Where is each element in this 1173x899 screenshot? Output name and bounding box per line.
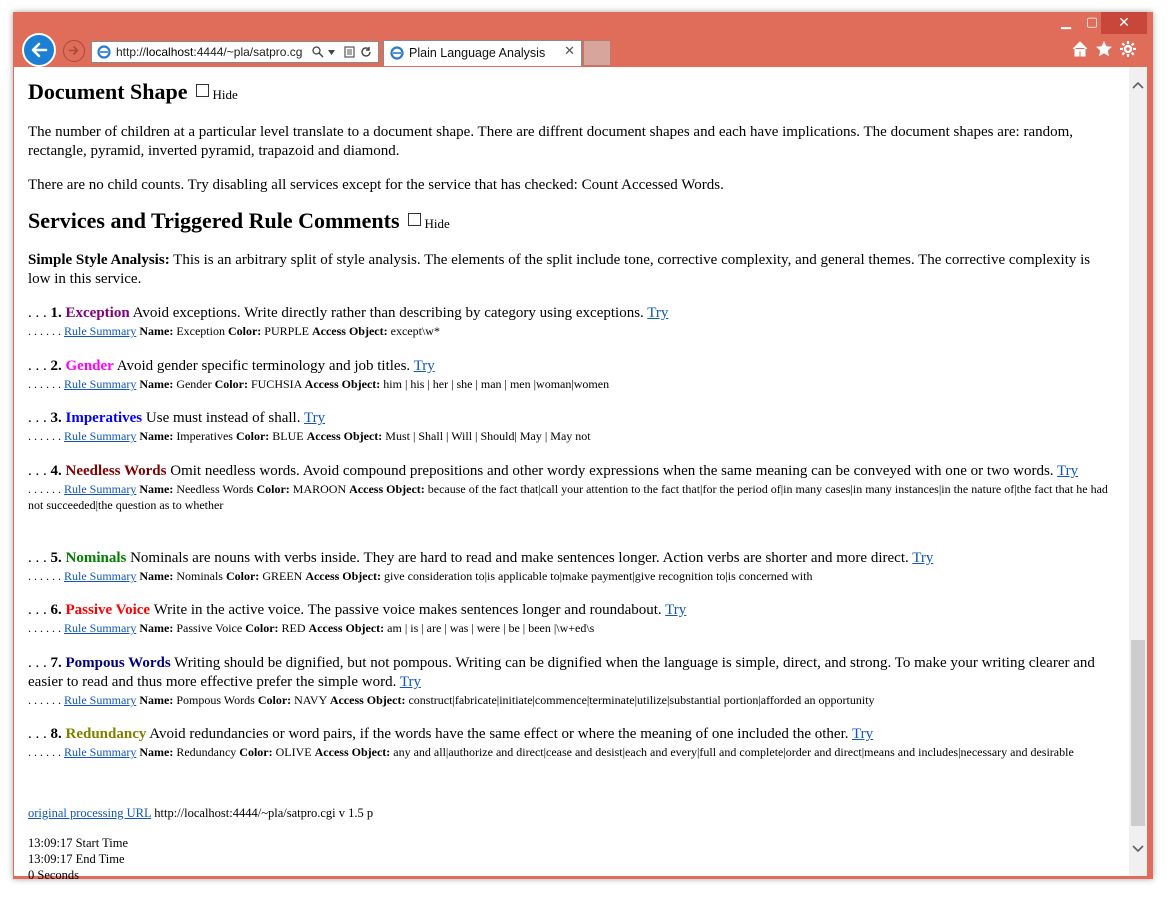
timing-block (28, 835, 1106, 883)
rule-head (28, 601, 1118, 620)
rule-text: Write in the active voice. The passive voice makes sentences longer and roundabout. (150, 602, 666, 618)
rule-text: Writing should be dignified, but not pompous. Writing can be dignified when the language is simple, direct, and strong. To make your writing clearer and easier to read and thus more effective prefer the simple word. (28, 655, 1095, 690)
summary-dots: . . . . . . (28, 377, 64, 391)
try-link[interactable]: Try (851, 726, 874, 742)
rule-color-value: MAROON (292, 482, 347, 496)
color-label: Color: (245, 621, 279, 635)
forward-arrow-icon (67, 44, 80, 57)
rule-name-value: Imperatives (176, 429, 233, 443)
try-link[interactable]: Try (399, 674, 421, 690)
rule-text: Avoid gender specific terminology and job titles. (113, 358, 414, 374)
start-time: 13:09:17 Start Time (28, 836, 129, 850)
scroll-down-icon[interactable] (1131, 841, 1145, 855)
rule-summary-link[interactable]: Rule Summary (64, 621, 137, 635)
dropdown-icon[interactable] (328, 50, 335, 55)
rule-item (28, 654, 1118, 708)
rule-summary-link[interactable]: Rule Summary (64, 324, 137, 338)
rule-summary-link[interactable]: Rule Summary (64, 745, 137, 759)
doc-shape-description: The number of children at a particular level translate to a document shape. There are diffrent document shapes and each have implications. The document shapes are: random, rectangle, pyramid, inverted pyramid, trapazoid and diamond. (28, 124, 1074, 159)
rule-summary-link[interactable]: Rule Summary (64, 377, 137, 391)
rule-summary-line (28, 568, 1118, 584)
rule-num: 5. (50, 550, 62, 566)
rule-color-value: FUCHSIA (250, 377, 302, 391)
access-label: Access Object: (311, 324, 388, 338)
rule-summary-line (28, 620, 1118, 636)
rule-title: Exception (65, 305, 130, 321)
page-content (14, 67, 1129, 882)
summary-dots: . . . . . . (28, 745, 64, 759)
refresh-icon[interactable] (360, 46, 372, 58)
rule-dots: . . . (28, 655, 51, 671)
rule-text: Avoid exceptions. Write directly rather than describing by category using exceptions. (129, 305, 648, 321)
rule-dots: . . . (28, 550, 51, 566)
rule-name-value: Redundancy (176, 745, 237, 759)
original-processing-url-link[interactable]: original processing URL (28, 806, 152, 820)
back-arrow-icon (30, 41, 48, 59)
access-label: Access Object: (304, 377, 381, 391)
doc-shape-title: Document Shape (28, 79, 188, 104)
access-label: Access Object: (349, 482, 425, 496)
rule-title: Gender (65, 358, 114, 374)
color-label: Color: (257, 693, 292, 707)
rule-summary-line (28, 323, 1118, 339)
summary-dots: . . . . . . (28, 429, 64, 443)
color-label: Color: (239, 745, 273, 759)
name-label: Name: (139, 745, 174, 759)
rule-title: Passive Voice (65, 602, 151, 618)
rule-name-value: Nominals (176, 569, 223, 583)
rule-item (28, 601, 1118, 636)
new-tab-button[interactable] (583, 40, 611, 66)
rule-summary-line (28, 376, 1118, 392)
services-hide-checkbox[interactable] (408, 213, 421, 226)
color-label: Color: (235, 429, 270, 443)
color-label: Color: (225, 569, 260, 583)
try-link[interactable]: Try (647, 305, 669, 321)
tab-ie-icon (390, 46, 404, 60)
rule-name-value: Gender (176, 377, 212, 391)
rule-dots: . . . (28, 463, 51, 479)
rule-num: 1. (50, 305, 62, 321)
search-icon[interactable] (312, 46, 324, 58)
access-label: Access Object: (314, 745, 391, 759)
end-time: 13:09:17 End Time (28, 852, 125, 866)
rule-access-value: any and all|authorize and direct|cease and desist|each and every|full and complete|order and direct|means and includes|necessary and desirable (393, 745, 1074, 759)
color-label: Color: (214, 377, 248, 391)
summary-dots: . . . . . . (28, 693, 64, 707)
rule-item (28, 409, 1118, 444)
browser-window (13, 12, 1153, 882)
rule-summary-line (28, 481, 1118, 513)
rule-access-value: am | is | are | was | were | be | been |\w+ed\s (387, 621, 595, 635)
try-link[interactable]: Try (1057, 463, 1079, 479)
rule-name-value: Passive Voice (176, 621, 243, 635)
rule-color-value: NAVY (294, 693, 327, 707)
rule-access-value: him | his | her | she | man | men |woman|women (383, 377, 610, 391)
scroll-up-icon[interactable] (1131, 79, 1145, 93)
ie-page-icon (97, 45, 111, 59)
address-bar[interactable] (91, 41, 379, 63)
doc-shape-hide-label: Hide (212, 87, 238, 102)
services-hide-label: Hide (424, 216, 450, 231)
rule-summary-link[interactable]: Rule Summary (64, 482, 137, 496)
maximize-button[interactable]: ▢ (1085, 15, 1099, 30)
rule-color-value: OLIVE (275, 745, 312, 759)
name-label: Name: (139, 429, 174, 443)
simple-style-intro (28, 251, 1106, 289)
rule-head (28, 357, 1118, 376)
back-button[interactable] (22, 33, 56, 67)
rule-color-value: GREEN (262, 569, 303, 583)
summary-dots: . . . . . . (28, 569, 64, 583)
rule-dots: . . . (28, 410, 51, 426)
name-label: Name: (139, 693, 174, 707)
star-icon[interactable] (1095, 40, 1113, 58)
rule-summary-link[interactable]: Rule Summary (64, 569, 137, 583)
forward-button[interactable] (63, 40, 85, 62)
rule-num: 8. (50, 726, 62, 742)
elapsed-seconds: 0 Seconds (28, 868, 80, 882)
color-label: Color: (227, 324, 262, 338)
rule-access-value: except\w* (390, 324, 440, 338)
rule-head (28, 725, 1118, 744)
rule-head (28, 462, 1118, 481)
rule-dots: . . . (28, 602, 51, 618)
access-label: Access Object: (306, 429, 383, 443)
access-label: Access Object: (329, 693, 406, 707)
rule-num: 4. (50, 463, 62, 479)
rule-dots: . . . (28, 726, 51, 742)
rule-name-value: Pompous Words (176, 693, 255, 707)
access-label: Access Object: (305, 569, 381, 583)
processing-url-text: http://localhost:4444/~pla/satpro.cgi v 1.5 p (151, 806, 374, 820)
rule-color-value: PURPLE (264, 324, 309, 338)
vertical-scrollbar[interactable] (1129, 67, 1147, 876)
color-label: Color: (256, 482, 290, 496)
rule-num: 2. (50, 358, 62, 374)
rule-title: Pompous Words (65, 655, 171, 671)
rule-item (28, 549, 1118, 584)
rule-head (28, 409, 1118, 428)
intro-label: Simple Style Analysis: (28, 252, 170, 268)
try-link[interactable]: Try (303, 410, 326, 426)
summary-dots: . . . . . . (28, 482, 64, 496)
rule-access-value: construct|fabricate|initiate|commence|terminate|utilize|substantial portion|afforded an opportunity (408, 693, 875, 707)
rule-summary-link[interactable]: Rule Summary (64, 693, 137, 707)
rule-summary-line (28, 744, 1118, 760)
rule-title: Redundancy (65, 726, 147, 742)
rule-num: 3. (50, 410, 62, 426)
rule-summary-line (28, 692, 1118, 708)
rule-dots: . . . (28, 358, 51, 374)
rule-head (28, 654, 1118, 692)
rule-title: Needless Words (65, 463, 167, 479)
rule-head (28, 304, 1118, 323)
intro-text: This is an arbitrary split of style analysis. The elements of the split include tone, corrective complexity, and general themes. The corrective complexity is low in this service. (28, 252, 1091, 287)
rule-text: Use must instead of shall. (142, 410, 304, 426)
home-icon[interactable] (1071, 40, 1089, 58)
rule-title: Nominals (65, 550, 127, 566)
rule-num: 6. (50, 602, 62, 618)
rule-color-value: BLUE (272, 429, 304, 443)
rule-access-value: because of the fact that|call your attention to the fact that|for the period of|in many cases|in many instances|in the nature of|the fact that he had not succeeded|the question as to whether (28, 482, 1108, 512)
rule-item (28, 357, 1118, 392)
rule-name-value: Exception (176, 324, 225, 338)
tab-close-icon[interactable]: ✕ (564, 44, 575, 59)
name-label: Name: (139, 482, 174, 496)
services-heading (28, 208, 450, 237)
rule-dots: . . . (28, 305, 51, 321)
processing-url-line (28, 804, 1106, 823)
try-link[interactable]: Try (665, 602, 687, 618)
rule-title: Imperatives (65, 410, 143, 426)
rule-access-value: Must | Shall | Will | Should| May | May not (385, 429, 591, 443)
rule-head (28, 549, 1118, 568)
name-label: Name: (139, 569, 174, 583)
access-label: Access Object: (308, 621, 385, 635)
rule-item (28, 725, 1118, 760)
try-link[interactable]: Try (912, 550, 934, 566)
doc-shape-hide-checkbox[interactable] (196, 84, 209, 97)
summary-dots: . . . . . . (28, 621, 64, 635)
minimize-button[interactable]: ▁ (1061, 15, 1071, 30)
name-label: Name: (139, 377, 174, 391)
close-window-button[interactable]: ✕ (1101, 12, 1147, 34)
summary-dots: . . . . . . (28, 324, 64, 338)
rule-access-value: give consideration to|is applicable to|make payment|give recognition to|is concerned with (383, 569, 813, 583)
gear-icon[interactable] (1119, 40, 1137, 58)
rule-name-value: Needless Words (176, 482, 254, 496)
no-child-counts-text: There are no child counts. Try disabling all services except for the service that has checked: Count Accessed Words. (28, 177, 724, 193)
name-label: Name: (139, 621, 174, 635)
tab-title: Plain Language Analysis (409, 46, 546, 60)
services-title: Services and Triggered Rule Comments (28, 208, 400, 233)
rule-summary-line (28, 428, 1118, 444)
rule-color-value: RED (281, 621, 306, 635)
rule-text: Avoid redundancies or word pairs, if the words have the same effect or where the meaning of one included the other. (146, 726, 852, 742)
try-link[interactable]: Try (413, 358, 435, 374)
rule-item (28, 462, 1118, 513)
address-host: localhost (146, 45, 194, 59)
address-prefix: http:// (116, 45, 147, 59)
rule-text: Omit needless words. Avoid compound prepositions and other wordy expressions when the same meaning can be conveyed with one or two words. (166, 463, 1058, 479)
rule-item (28, 304, 1118, 339)
rule-summary-link[interactable]: Rule Summary (64, 429, 137, 443)
scrollbar-thumb[interactable] (1131, 640, 1145, 826)
address-text[interactable] (116, 45, 303, 59)
name-label: Name: (139, 324, 174, 338)
rule-num: 7. (50, 655, 62, 671)
doc-shape-heading (28, 79, 238, 108)
address-rest: :4444/~pla/satpro.cg (193, 45, 303, 59)
rule-text: Nominals are nouns with verbs inside. They are hard to read and make sentences longer. Action verbs are shorter and more direct. (126, 550, 913, 566)
compat-view-icon[interactable] (344, 46, 355, 58)
tab-plain-language-analysis[interactable] (383, 40, 582, 66)
